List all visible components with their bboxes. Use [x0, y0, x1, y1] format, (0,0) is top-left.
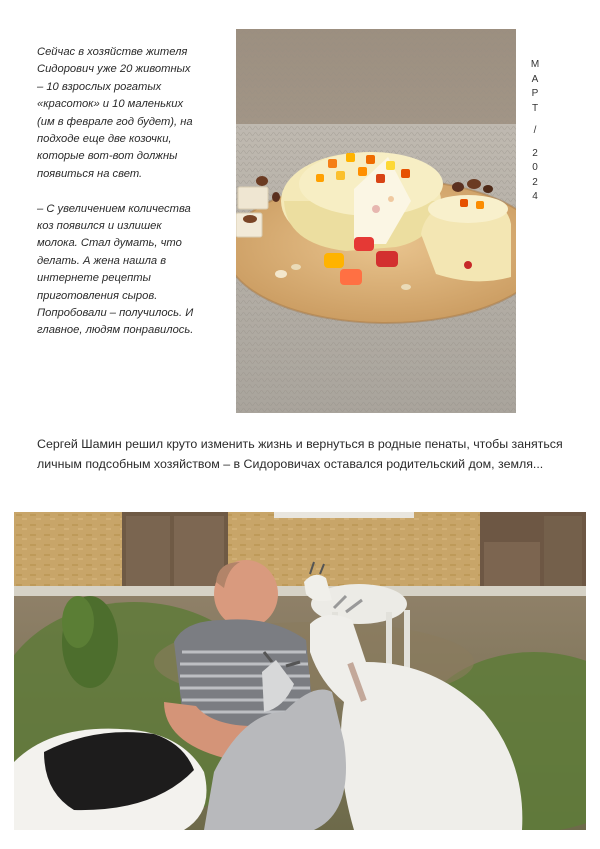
date-month-letter: Р [531, 88, 539, 99]
sidebar-paragraph-2: – С увеличением количества коз появился и излишек молока. Стал думать, что делать. А жена нашла в интернете рецепты приготовления сыров. Попробовали – получилось. И главное, людям понравилось. [37, 202, 194, 337]
sidebar-quote-text [37, 44, 197, 357]
date-separator: / [533, 125, 537, 136]
date-year-digit: 2 [532, 176, 538, 188]
date-month-letter: Т [531, 102, 539, 114]
issue-date [525, 58, 545, 205]
date-year-digit: 4 [532, 191, 538, 202]
farmer-with-goats-photo [14, 512, 586, 830]
lead-paragraph: Сергей Шамин решил круто изменить жизнь и вернуться в родные пенаты, чтобы заняться личным подсобным хозяйством – в Сидоровичах оставался родительский дом, земля... [37, 437, 563, 471]
sidebar-paragraph-1: Сейчас в хозяйстве жителя Сидорович уже 20 животных – 10 взрослых рогатых «красоток» и 10 маленьких (им в феврале год будет), на подходе еще две козочки, которые вот-вот должны появиться на свет. [37, 46, 193, 180]
date-year-digit: 2 [532, 147, 538, 159]
date-month-letter: М [530, 59, 540, 70]
date-year-digit: 0 [532, 162, 538, 173]
date-month-letter: А [531, 73, 539, 85]
cheese-photo [236, 29, 516, 413]
